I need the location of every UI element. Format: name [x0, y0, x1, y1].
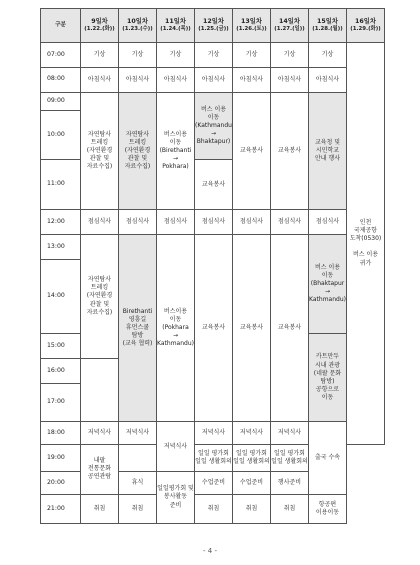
cell-d13-afternoon: 교육봉사	[233, 234, 271, 421]
header-day11: 11일차 (1.24.(목))	[157, 9, 195, 43]
cell-daily-review: 일일 평가회 일일 생활회의	[195, 444, 233, 471]
cell-daily-review: 일일 평가회 일일 생활회의	[233, 444, 271, 471]
cell-wake: 기상	[195, 42, 233, 67]
time-label: 09:00	[41, 92, 81, 110]
cell-d11-evening: 일일평가회 및 봉사활동 준비	[157, 471, 195, 523]
time-label: 11:00	[41, 160, 81, 210]
header-day14: 14일차 (1.27.(일))	[271, 9, 309, 43]
cell-wake: 기상	[309, 42, 347, 67]
time-label: 19:00	[41, 444, 81, 471]
time-label: 15:00	[41, 334, 81, 359]
cell-lunch: 점심식사	[119, 210, 157, 235]
header-day15: 15일차 (1.28.(월))	[309, 9, 347, 43]
cell-lunch: 점심식사	[81, 210, 119, 235]
cell-rest: 휴식	[119, 471, 157, 494]
header-day12: 12일차 (1.25.(금))	[195, 9, 233, 43]
cell-lunch: 점심식사	[271, 210, 309, 235]
row-1200	[41, 210, 385, 235]
cell-wake: 기상	[81, 42, 119, 67]
cell-breakfast: 아침식사	[233, 67, 271, 92]
header-day9: 9일차 (1.22.(화))	[81, 9, 119, 43]
cell-wake: 기상	[119, 42, 157, 67]
cell-dinner: 저녁식사	[271, 422, 309, 445]
time-label: 16:00	[41, 359, 81, 384]
header-day16: 16일차 (1.29.(화))	[347, 9, 385, 43]
cell-wake: 기상	[271, 42, 309, 67]
cell-lunch: 점심식사	[157, 210, 195, 235]
cell-lunch: 점심식사	[309, 210, 347, 235]
cell-d14-morning: 교육봉사	[271, 92, 309, 209]
cell-d15-afternoon-tour: 카트만두 시내 관광 (네팔 문화 탐방) 공항으로 이동	[309, 334, 347, 422]
time-label: 21:00	[41, 494, 81, 523]
cell-lunch: 점심식사	[233, 210, 271, 235]
cell-d9-evening: 내팔 전통문화 공연관람	[81, 444, 119, 494]
cell-d15-morning: 교육청 및 시민학교 안내 행사	[309, 92, 347, 209]
cell-d12-edu: 교육봉사	[195, 160, 233, 210]
time-label: 17:00	[41, 383, 81, 421]
cell-prep-class: 수업준비	[233, 471, 271, 494]
row-2100	[41, 494, 385, 523]
row-0700	[41, 42, 385, 67]
cell-breakfast: 아침식사	[195, 67, 233, 92]
row-1800	[41, 422, 385, 445]
cell-prep-class: 수업준비	[195, 471, 233, 494]
cell-d10-afternoon: Birethanti 영흥길 휴먼스쿨 탐방 (교육 협력)	[119, 234, 157, 421]
header-label: 구분	[41, 9, 81, 43]
cell-breakfast: 아침식사	[81, 67, 119, 92]
cell-dinner: 저녁식사	[81, 422, 119, 445]
schedule-table	[40, 8, 385, 524]
page-number: - 4 -	[203, 547, 217, 555]
cell-d11-afternoon: 버스이용 이동 (Pokhara → Kathmandu)	[157, 234, 195, 421]
cell-sleep: 취침	[81, 494, 119, 523]
cell-wake: 기상	[233, 42, 271, 67]
cell-d9-afternoon: 자연탐사 트레킹 (자연환경 관찰 및 자료수집)	[81, 234, 119, 358]
cell-d15-night: 항공편 이용이동	[309, 494, 347, 523]
cell-wake: 기상	[157, 42, 195, 67]
header-day10: 10일차 (1.23.(수))	[119, 9, 157, 43]
time-label: 08:00	[41, 67, 81, 92]
time-label: 07:00	[41, 42, 81, 67]
cell-dinner: 저녁식사	[233, 422, 271, 445]
cell-d9-morning: 자연탐사 트레킹 (자연환경 관찰 및 자료수집)	[81, 92, 119, 209]
cell-dinner: 저녁식사	[119, 422, 157, 445]
cell-breakfast: 아침식사	[157, 67, 195, 92]
time-label: 14:00	[41, 259, 81, 334]
cell-breakfast: 아침식사	[309, 67, 347, 92]
cell-d11-morning: 버스이용 이동 (Birethanti → Pokhara)	[157, 92, 195, 209]
time-label: 10:00	[41, 110, 81, 160]
cell-d10-morning: 자연탐사 트레킹 (자연환경 관찰 및 자료수집)	[119, 92, 157, 209]
row-0900	[41, 92, 385, 110]
row-0800	[41, 67, 385, 92]
cell-sleep: 취침	[119, 494, 157, 523]
cell-d14-afternoon: 교육봉사	[271, 234, 309, 421]
cell-d9-1600	[81, 359, 119, 422]
cell-breakfast: 아침식사	[271, 67, 309, 92]
cell-d13-morning: 교육봉사	[233, 92, 271, 209]
time-label: 13:00	[41, 234, 81, 259]
row-1300	[41, 234, 385, 259]
cell-d12-morning: 버스 이용 이동 (Kathmandu → Bhaktapur)	[195, 92, 233, 160]
cell-sleep: 취침	[271, 494, 309, 523]
cell-d15-afternoon-bus: 버스 이용 이동 (Bhaktapur → Kathmandu)	[309, 234, 347, 333]
cell-sleep: 취침	[233, 494, 271, 523]
cell-daily-review: 일일 평가회 일일 생활회의	[271, 444, 309, 471]
cell-farewell: 행사준비	[271, 471, 309, 494]
cell-d10-1900	[119, 444, 157, 471]
cell-d12-afternoon: 교육봉사	[195, 234, 233, 421]
cell-breakfast: 아침식사	[119, 67, 157, 92]
cell-dinner: 저녁식사	[195, 422, 233, 445]
cell-lunch: 점심식사	[195, 210, 233, 235]
time-label: 12:00	[41, 210, 81, 235]
cell-d16-day: 인천 국제공항 도착(0530) 버스 이용 귀가	[347, 42, 385, 444]
header-row	[41, 9, 385, 43]
cell-dinner: 저녁식사	[157, 422, 195, 472]
cell-d15-depart: 출국 수속	[309, 422, 347, 494]
cell-sleep: 취침	[195, 494, 233, 523]
header-day13: 13일차 (1.26.(토))	[233, 9, 271, 43]
time-label: 18:00	[41, 422, 81, 445]
time-label: 20:00	[41, 471, 81, 494]
